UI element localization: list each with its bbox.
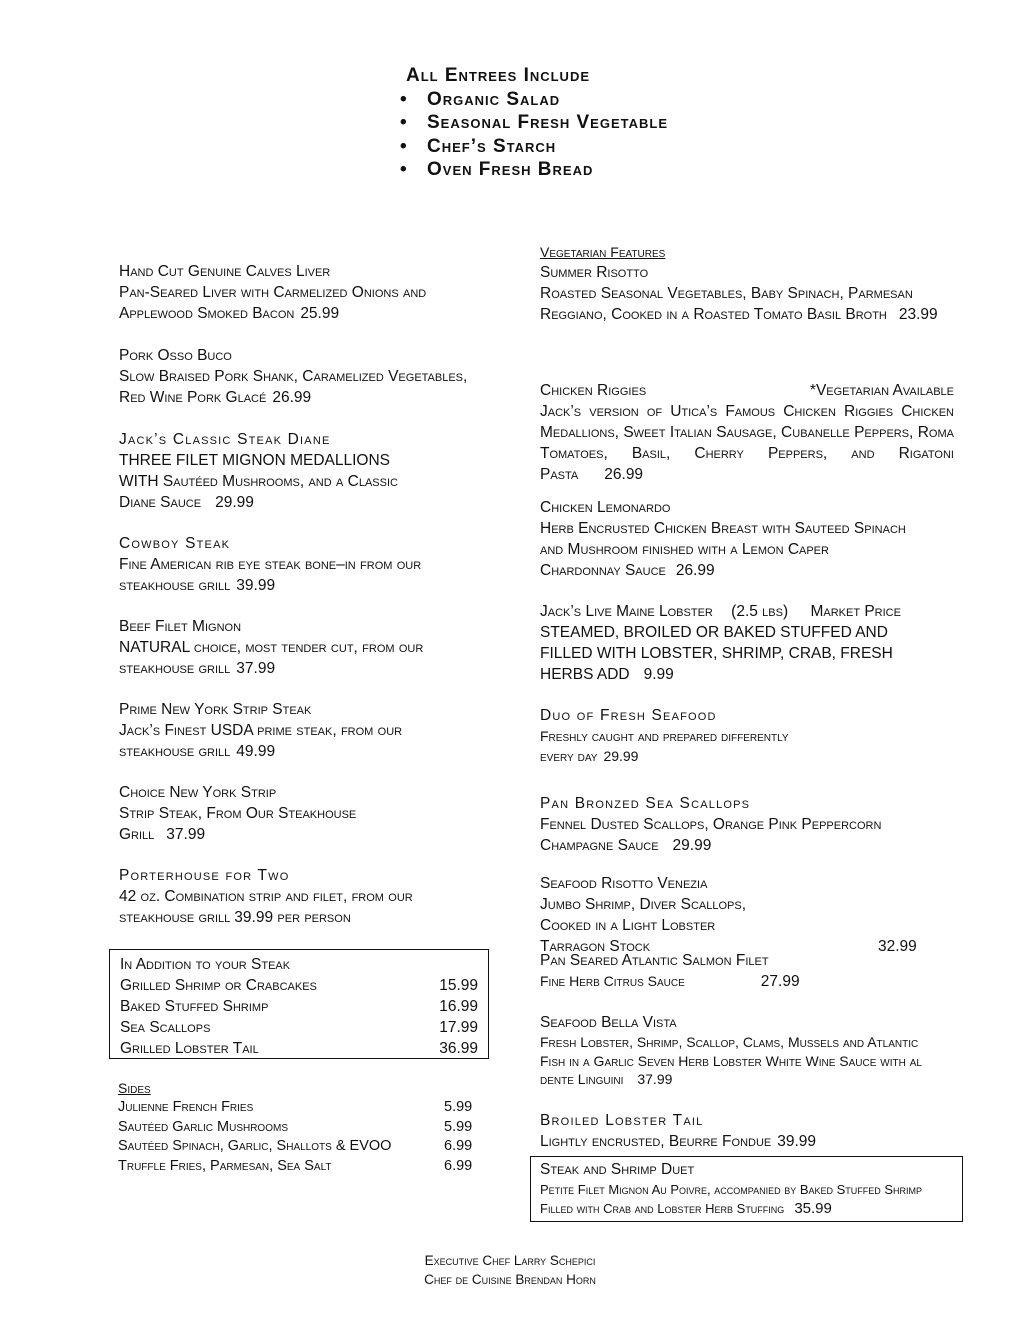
item-desc: Fine Herb Citrus Sauce <box>540 973 685 989</box>
item-price: 9.99 <box>643 666 674 683</box>
duet-price: 35.99 <box>794 1200 832 1217</box>
header-title: All Entrees Include <box>406 65 591 86</box>
side-name: Truffle Fries, Parmesan, Sea Salt <box>118 1157 332 1174</box>
entrees-include-header <box>400 64 820 182</box>
item-price: 32.99 <box>878 938 917 955</box>
side-price: 6.99 <box>444 1138 473 1154</box>
item-desc: 42 oz. Combination strip and filet, from our steakhouse grill <box>119 888 413 926</box>
addon-name: Grilled Lobster Tail <box>120 1040 259 1057</box>
item-name: Seafood Bella Vista <box>540 1014 677 1031</box>
item-name: Jack’s Live Maine Lobster <box>540 603 713 620</box>
item-price: 26.99 <box>272 389 312 406</box>
sides-title: Sides <box>118 1080 151 1096</box>
item-desc: STEAMED, BROILED OR BAKED STUFFED AND FILLED WITH LOBSTER, SHRIMP, CRAB, FRESH HERBS ADD <box>540 624 893 683</box>
right-menu-column <box>540 243 954 1152</box>
item-desc: Herb Encrusted Chicken Breast with Sauteed Spinach and Mushroom finished with a Lemon Caper Chardonnay Sauce <box>540 520 906 579</box>
steak-shrimp-duet-box <box>530 1156 963 1222</box>
item-price: 29.99 <box>215 494 254 511</box>
menu-item-calves-liver <box>119 261 491 345</box>
addon-name: Sea Scallops <box>120 1019 211 1036</box>
item-price: 37.99 <box>166 826 206 843</box>
side-row <box>118 1157 478 1177</box>
menu-item-steak-diane <box>119 429 491 533</box>
item-desc: Jumbo Shrimp, Diver Scallops, Cooked in a Light Lobster Tarragon Stock <box>540 896 747 955</box>
item-name: Pork Osso Buco <box>119 347 232 364</box>
item-desc: Strip Steak, From Our Steakhouse Grill <box>119 805 357 843</box>
item-price: 29.99 <box>672 837 712 854</box>
vegetarian-note: *Vegetarian Available <box>809 382 954 399</box>
item-desc: Fine American rib eye steak bone–in from our steakhouse grill <box>119 556 422 594</box>
item-desc: Fresh Lobster, Shrimp, Scallop, Clams, Mussels and Atlantic Fish in a Garlic Seven Herb Lobster White Wine Sauce with al dente Linguini <box>540 1034 922 1087</box>
menu-item-sea-scallops <box>540 793 954 873</box>
item-desc: Jack’s version of Utica’s Famous Chicken Riggies Chicken Medallions, Sweet Italian Sausage, Cubanelle Peppers, Roma Tomatoes, Basil, Cherry Peppers, and Rigatoni Pasta <box>540 403 954 483</box>
item-price: 37.99 <box>236 660 276 677</box>
menu-item-chicken-riggies <box>540 380 954 497</box>
addons-title: In Addition to your Steak <box>120 956 291 973</box>
item-desc: Pan-Seared Liver with Carmelized Onions and Applewood Smoked Bacon <box>119 284 427 322</box>
item-name: Prime New York Strip Steak <box>119 701 312 718</box>
item-price: 26.99 <box>604 466 644 483</box>
include-item: • Seasonal Fresh Vegetable <box>400 111 820 135</box>
sides-section <box>118 1079 478 1176</box>
item-desc: Slow Braised Pork Shank, Caramelized Vegetables, Red Wine Pork Glacé <box>119 368 468 406</box>
addon-price: 15.99 <box>439 977 478 994</box>
menu-item-chicken-lemonardo <box>540 497 954 601</box>
item-desc: Fennel Dusted Scallops, Orange Pink Peppercorn Champagne Sauce <box>540 816 882 854</box>
include-item: • Oven Fresh Bread <box>400 158 820 182</box>
market-price: Market Price <box>810 603 901 620</box>
item-desc: Freshly caught and prepared differently every day <box>540 728 789 764</box>
item-name: Pan Seared Atlantic Salmon Filet <box>540 952 769 969</box>
duet-name: Steak and Shrimp Duet <box>540 1161 695 1178</box>
menu-item-maine-lobster <box>540 601 954 705</box>
item-name: Cowboy Steak <box>119 535 231 552</box>
menu-item-osso-buco <box>119 345 491 429</box>
addon-name: Baked Stuffed Shrimp <box>120 998 269 1015</box>
item-name: Pan Bronzed Sea Scallops <box>540 795 751 812</box>
addon-row <box>120 1038 478 1059</box>
chef-de-cuisine: Chef de Cuisine Brendan Horn <box>424 1272 596 1287</box>
addon-row <box>120 1017 478 1038</box>
addon-price: 17.99 <box>439 1019 478 1036</box>
item-name: Chicken Lemonardo <box>540 499 671 516</box>
side-name: Sautéed Garlic Mushrooms <box>118 1118 288 1135</box>
menu-item-filet-mignon <box>119 616 491 699</box>
item-name: Seafood Risotto Venezia <box>540 875 708 892</box>
side-name: Julienne French Fries <box>118 1099 254 1115</box>
item-name: Hand Cut Genuine Calves Liver <box>119 263 331 280</box>
item-desc: Lightly encrusted, Beurre Fondue <box>540 1133 772 1150</box>
item-name: Beef Filet Mignon <box>119 618 242 635</box>
item-name: Chicken Riggies <box>540 382 647 399</box>
item-name: Broiled Lobster Tail <box>540 1112 704 1129</box>
vegetarian-title: Vegetarian Features <box>540 244 666 260</box>
duet-desc: Petite Filet Mignon Au Poivre, accompanied by Baked Stuffed Shrimp Filled with Crab and Lobster Herb Stuffing <box>540 1182 923 1216</box>
item-name: Duo of Fresh Seafood <box>540 707 717 724</box>
item-price: 39.99 <box>777 1133 817 1150</box>
item-name: Porterhouse for Two <box>119 867 290 884</box>
side-price: 6.99 <box>444 1157 473 1174</box>
include-item: • Chef’s Starch <box>400 135 820 159</box>
menu-item-lobster-tail <box>540 1110 954 1152</box>
item-desc: NATURAL choice, most tender cut, from our steakhouse grill <box>119 639 424 677</box>
item-name: Summer Risotto <box>540 264 649 281</box>
executive-chef: Executive Chef Larry Schepici <box>424 1253 596 1268</box>
menu-item-duo-seafood <box>540 705 954 793</box>
menu-item-summer-risotto <box>540 262 954 380</box>
item-price: 49.99 <box>236 743 276 760</box>
side-name: Sautéed Spinach, Garlic, Shallots & EVOO <box>118 1138 392 1154</box>
side-row <box>118 1118 478 1138</box>
item-name: Choice New York Strip <box>119 784 277 801</box>
menu-item-prime-ny-strip <box>119 699 491 782</box>
include-item: • Organic Salad <box>400 88 820 112</box>
item-price: 29.99 <box>603 748 639 764</box>
side-row <box>118 1098 478 1118</box>
item-desc: Roasted Seasonal Vegetables, Baby Spinach, Parmesan Reggiano, Cooked in a Roasted Tomato Basil Broth <box>540 285 913 323</box>
item-desc: Jack’s Finest USDA prime steak, from our steakhouse grill <box>119 722 403 760</box>
item-price: 26.99 <box>675 562 715 579</box>
addon-row <box>120 975 478 996</box>
item-desc: THREE FILET MIGNON MEDALLIONS WITH Sautéed Mushrooms, and a Classic Diane Sauce <box>119 452 398 511</box>
includes-list <box>400 88 820 182</box>
addon-price: 36.99 <box>439 1040 478 1057</box>
item-price: 37.99 <box>637 1071 673 1087</box>
menu-item-cowboy-steak <box>119 533 491 616</box>
addon-row <box>120 996 478 1017</box>
item-price: 27.99 <box>760 973 800 990</box>
menu-item-porterhouse <box>119 865 491 928</box>
item-price: 23.99 <box>898 306 938 323</box>
menu-item-salmon-filet <box>540 950 954 1012</box>
side-price: 5.99 <box>444 1118 473 1135</box>
item-price: 39.99 per person <box>234 909 351 926</box>
left-menu-column <box>119 261 491 928</box>
menu-item-seafood-risotto <box>540 873 954 955</box>
side-row <box>118 1137 478 1157</box>
menu-item-bella-vista <box>540 1012 954 1110</box>
steak-addons-box <box>109 949 489 1059</box>
menu-item-choice-ny-strip <box>119 782 491 865</box>
item-price: 25.99 <box>300 305 340 322</box>
item-name: Jack’s Classic Steak Diane <box>119 431 331 448</box>
addon-price: 16.99 <box>439 998 478 1015</box>
addon-name: Grilled Shrimp or Crabcakes <box>120 977 317 994</box>
lobster-size: (2.5 lbs) <box>731 603 789 620</box>
chef-credits <box>0 1251 1020 1289</box>
item-price: 39.99 <box>236 577 276 594</box>
side-price: 5.99 <box>444 1099 473 1115</box>
